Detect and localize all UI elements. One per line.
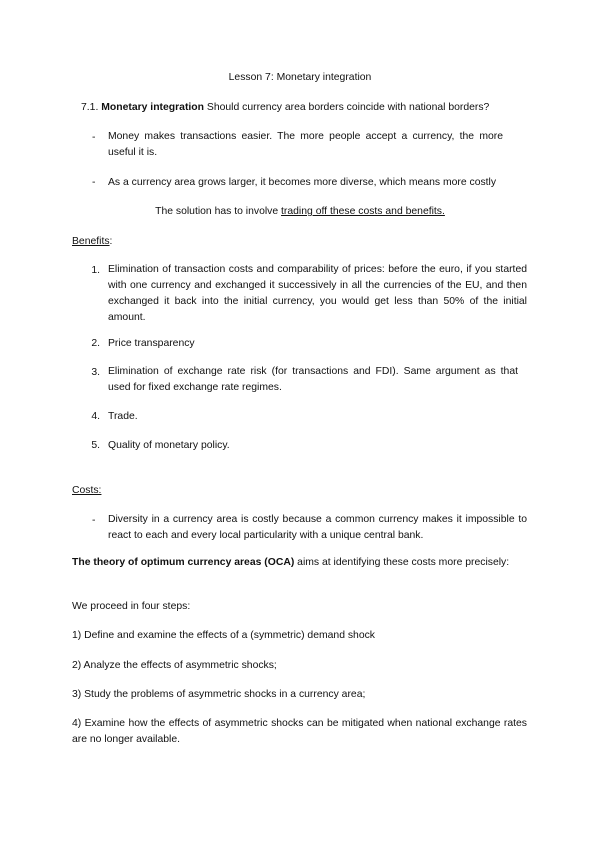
intro-bullet-2: As a currency area grows larger, it becomes more diverse, which means more costly <box>108 177 497 188</box>
steps-intro: We proceed in four steps: <box>72 601 191 612</box>
step-4: 4) Examine how the effects of asymmetric shocks can be mitigated when national exchange rates are no longer available. <box>72 718 527 745</box>
step-3: 3) Study the problems of asymmetric shocks in a currency area; <box>72 689 366 700</box>
bullet-dash: - <box>92 515 96 526</box>
benefit-item-3: Elimination of exchange rate risk (for transactions and FDI). Same argument as that used for fixed exchange rate regimes. <box>108 366 518 393</box>
page-title: Lesson 7: Monetary integration <box>228 72 372 83</box>
bullet-dash: - <box>92 132 96 143</box>
benefits-heading-text: Benefits <box>72 236 110 247</box>
benefits-heading <box>72 235 112 248</box>
costs-item-1: Diversity in a currency area is costly because a common currency makes it impossible to react to each and every local particularity with a unique central bank. <box>108 514 527 541</box>
benefit-item-2: Price transparency <box>108 338 195 349</box>
oca-bold: The theory of optimum currency areas (OCA) <box>72 557 295 568</box>
benefit-number: 1. <box>91 265 100 276</box>
benefit-item-4: Trade. <box>108 411 138 422</box>
benefit-number: 2. <box>91 338 100 349</box>
solution-prefix: The solution has to involve <box>155 206 282 217</box>
benefit-number: 3. <box>91 367 100 378</box>
bullet-dash: - <box>92 177 96 188</box>
solution-line <box>0 205 600 218</box>
step-1: 1) Define and examine the effects of a (symmetric) demand shock <box>72 630 376 641</box>
benefit-item-5: Quality of monetary policy. <box>108 440 230 451</box>
intro-bullet-1: Money makes transactions easier. The more people accept a currency, the more useful it is. <box>108 131 503 158</box>
section-heading <box>81 101 489 114</box>
section-bold-title: Monetary integration <box>101 102 204 113</box>
benefit-number: 5. <box>91 440 100 451</box>
section-number: 7.1. <box>81 102 99 113</box>
oca-paragraph <box>72 555 527 571</box>
section-question: Should currency area borders coincide with national borders? <box>206 102 490 113</box>
benefit-item-1: Elimination of transaction costs and comparability of prices: before the euro, if you started with one currency and exchanged it successively in all the currencies of the EU, and then exchanged it back into the initial currency, you would get less than 50% of the initial amount. <box>108 264 527 323</box>
step-2: 2) Analyze the effects of asymmetric shocks; <box>72 660 277 671</box>
solution-underlined: trading off these costs and benefits. <box>281 206 445 217</box>
oca-text: aims at identifying these costs more precisely: <box>294 557 510 568</box>
benefit-number: 4. <box>91 411 100 422</box>
benefits-heading-colon: : <box>109 236 113 247</box>
costs-heading: Costs: <box>72 485 102 496</box>
